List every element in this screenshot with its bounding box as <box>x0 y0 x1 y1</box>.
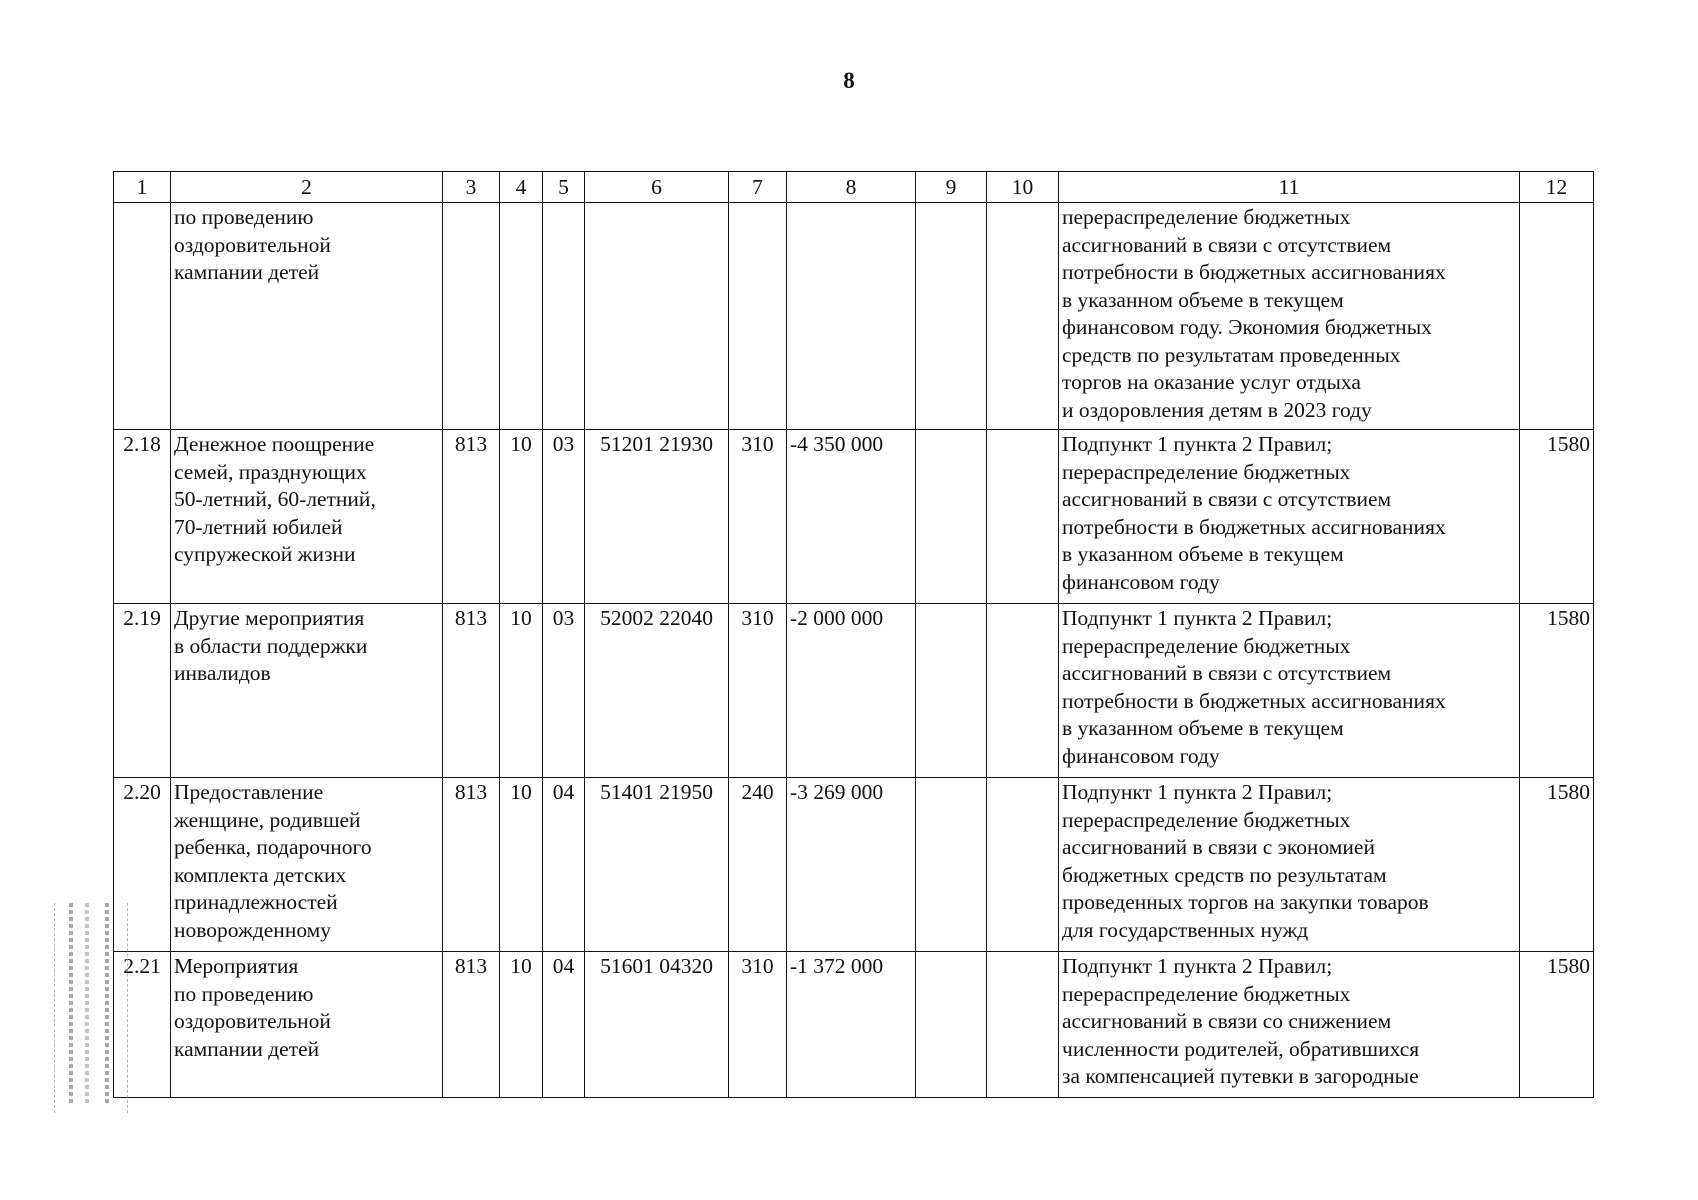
row-number <box>114 203 171 430</box>
column-header: 4 <box>500 172 543 203</box>
column-header: 6 <box>585 172 729 203</box>
column-header: 2 <box>171 172 443 203</box>
reason-text: Подпункт 1 пункта 2 Правил; перераспределение бюджетных ассигнований в связи с экономией бюджетных средств по результатам проведенных торгов на закупки товаров для государственных нужд <box>1059 778 1520 952</box>
code-cell: 813 <box>443 778 500 952</box>
code-cell <box>443 203 500 430</box>
page-number: 8 <box>843 68 855 93</box>
event-name: Денежное поощрение семей, празднующих 50-летний, 60-летний, 70-летний юбилей супружеской жизни <box>171 430 443 604</box>
code-cell: 813 <box>443 604 500 778</box>
amount-cell <box>916 203 987 430</box>
code-cell: 04 <box>543 778 585 952</box>
amount-cell: -4 350 000 <box>787 430 916 604</box>
column-header: 11 <box>1059 172 1520 203</box>
amount-cell: -2 000 000 <box>787 604 916 778</box>
reason-text: Подпункт 1 пункта 2 Правил; перераспределение бюджетных ассигнований в связи с отсутствием потребности в бюджетных ассигнованиях в указанном объеме в текущем финансовом году <box>1059 604 1520 778</box>
amount-cell <box>916 604 987 778</box>
row-number: 2.18 <box>114 430 171 604</box>
event-name: по проведению оздоровительной кампании детей <box>171 203 443 430</box>
code-cell <box>500 203 543 430</box>
amount-cell <box>916 952 987 1098</box>
code-cell: 1580 <box>1520 430 1594 604</box>
code-cell: 52002 22040 <box>585 604 729 778</box>
amount-cell <box>916 778 987 952</box>
code-cell: 240 <box>729 778 787 952</box>
stamp-text-line <box>69 903 73 1103</box>
code-cell: 1580 <box>1520 952 1594 1098</box>
table-row <box>114 430 1594 604</box>
code-cell: 1580 <box>1520 778 1594 952</box>
reason-text: перераспределение бюджетных ассигнований в связи с отсутствием потребности в бюджетных ассигнованиях в указанном объеме в текущем финансовом году. Экономия бюджетных средств по результатам проведенных торгов на оказание услуг отдыха и оздоровления детям в 2023 году <box>1059 203 1520 430</box>
registration-stamp <box>54 903 128 1113</box>
event-name: Другие мероприятия в области поддержки инвалидов <box>171 604 443 778</box>
amount-cell: -3 269 000 <box>787 778 916 952</box>
column-header: 3 <box>443 172 500 203</box>
amount-cell <box>987 778 1059 952</box>
code-cell: 10 <box>500 952 543 1098</box>
code-cell <box>1520 203 1594 430</box>
event-name: Предоставление женщине, родившей ребенка, подарочного комплекта детских принадлежностей новорожденному <box>171 778 443 952</box>
code-cell: 813 <box>443 430 500 604</box>
code-cell: 310 <box>729 430 787 604</box>
amount-cell <box>987 430 1059 604</box>
row-number: 2.21 <box>114 952 171 1098</box>
code-cell: 51401 21950 <box>585 778 729 952</box>
amount-cell <box>987 203 1059 430</box>
header-row <box>114 172 1594 203</box>
amount-cell <box>787 203 916 430</box>
code-cell: 10 <box>500 430 543 604</box>
column-header: 10 <box>987 172 1059 203</box>
code-cell: 1580 <box>1520 604 1594 778</box>
column-header: 9 <box>916 172 987 203</box>
code-cell: 310 <box>729 952 787 1098</box>
column-header: 7 <box>729 172 787 203</box>
reason-text: Подпункт 1 пункта 2 Правил; перераспределение бюджетных ассигнований в связи со снижением численности родителей, обратившихся за компенсацией путевки в загородные <box>1059 952 1520 1098</box>
stamp-text-line <box>85 903 89 1103</box>
column-header: 5 <box>543 172 585 203</box>
code-cell <box>585 203 729 430</box>
amount-cell <box>987 952 1059 1098</box>
amount-cell <box>987 604 1059 778</box>
code-cell <box>543 203 585 430</box>
code-cell: 310 <box>729 604 787 778</box>
stamp-text-line <box>105 903 109 1103</box>
code-cell: 03 <box>543 430 585 604</box>
code-cell: 813 <box>443 952 500 1098</box>
table-row <box>114 203 1594 430</box>
amount-cell <box>916 430 987 604</box>
code-cell <box>729 203 787 430</box>
column-header: 1 <box>114 172 171 203</box>
table-row <box>114 952 1594 1098</box>
column-header: 12 <box>1520 172 1594 203</box>
code-cell: 51601 04320 <box>585 952 729 1098</box>
event-name: Мероприятия по проведению оздоровительной кампании детей <box>171 952 443 1098</box>
code-cell: 10 <box>500 604 543 778</box>
amount-cell: -1 372 000 <box>787 952 916 1098</box>
code-cell: 03 <box>543 604 585 778</box>
reason-text: Подпункт 1 пункта 2 Правил; перераспределение бюджетных ассигнований в связи с отсутствием потребности в бюджетных ассигнованиях в указанном объеме в текущем финансовом году <box>1059 430 1520 604</box>
code-cell: 51201 21930 <box>585 430 729 604</box>
column-header: 8 <box>787 172 916 203</box>
table-row <box>114 778 1594 952</box>
table-row <box>114 604 1594 778</box>
budget-reallocation-table <box>113 171 1594 1098</box>
row-number: 2.19 <box>114 604 171 778</box>
row-number: 2.20 <box>114 778 171 952</box>
code-cell: 04 <box>543 952 585 1098</box>
code-cell: 10 <box>500 778 543 952</box>
